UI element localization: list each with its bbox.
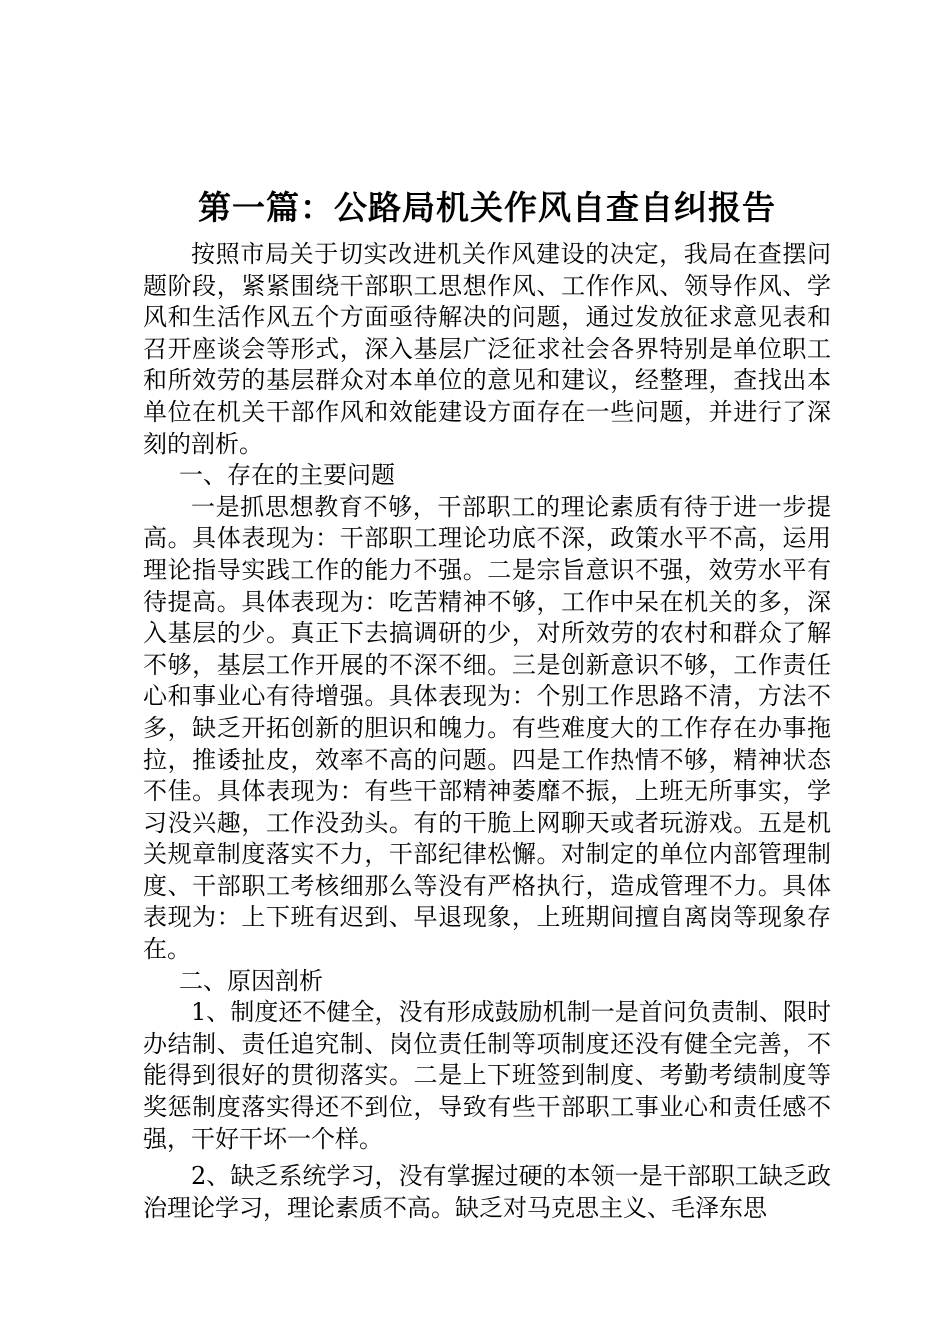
causes-paragraph-2: 2、缺乏系统学习，没有掌握过硬的本领一是干部职工缺乏政治理论学习，理论素质不高。缺乏对马克思主义、毛泽东思 [143, 1162, 831, 1222]
intro-paragraph: 按照市局关于切实改进机关作风建设的决定，我局在查摆问题阶段，紧紧围绕干部职工思想作风、工作作风、领导作风、学风和生活作风五个方面亟待解决的问题，通过发放征求意见表和召开座谈会等形式，深入基层广泛征求社会各界特别是单位职工和所效劳的基层群众对本单位的意见和建议，经整理，查找出本单位在机关干部作风和效能建设方面存在一些问题，并进行了深刻的剖析。 [143, 240, 831, 458]
causes-paragraph-1: 1、制度还不健全，没有形成鼓励机制一是首问负责制、限时办结制、责任追究制、岗位责任制等项制度还没有健全完善，不能得到很好的贯彻落实。二是上下班签到制度、考勤考绩制度等奖惩制度落实得还不到位，导致有些干部职工事业心和责任感不强，干好干坏一个样。 [143, 998, 831, 1153]
document-body [143, 185, 831, 1224]
problems-paragraph: 一是抓思想教育不够，干部职工的理论素质有待于进一步提高。具体表现为：干部职工理论功底不深，政策水平不高，运用理论指导实践工作的能力不强。二是宗旨意识不强，效劳水平有待提高。具体表现为：吃苦精神不够，工作中呆在机关的多，深入基层的少。真正下去搞调研的少，对所效劳的农村和群众了解不够，基层工作开展的不深不细。三是创新意识不够，工作责任心和事业心有待增强。具体表现为：个别工作思路不清，方法不多，缺乏开拓创新的胆识和魄力。有些难度大的工作存在办事拖拉，推诿扯皮，效率不高的问题。四是工作热情不够，精神状态不佳。具体表现为：有些干部精神萎靡不振，上班无所事实，学习没兴趣，工作没劲头。有的干脆上网聊天或者玩游戏。五是机关规章制度落实不力，干部纪律松懈。对制定的单位内部管理制度、干部职工考核细那么等没有严格执行，造成管理不力。具体表现为：上下班有迟到、早退现象，上班期间擅自离岗等现象存在。 [143, 492, 831, 964]
section-heading-causes: 二、原因剖析 [179, 966, 323, 995]
document-title: 第一篇：公路局机关作风自查自纠报告 [198, 188, 776, 227]
section-heading-problems: 一、存在的主要问题 [179, 461, 395, 490]
